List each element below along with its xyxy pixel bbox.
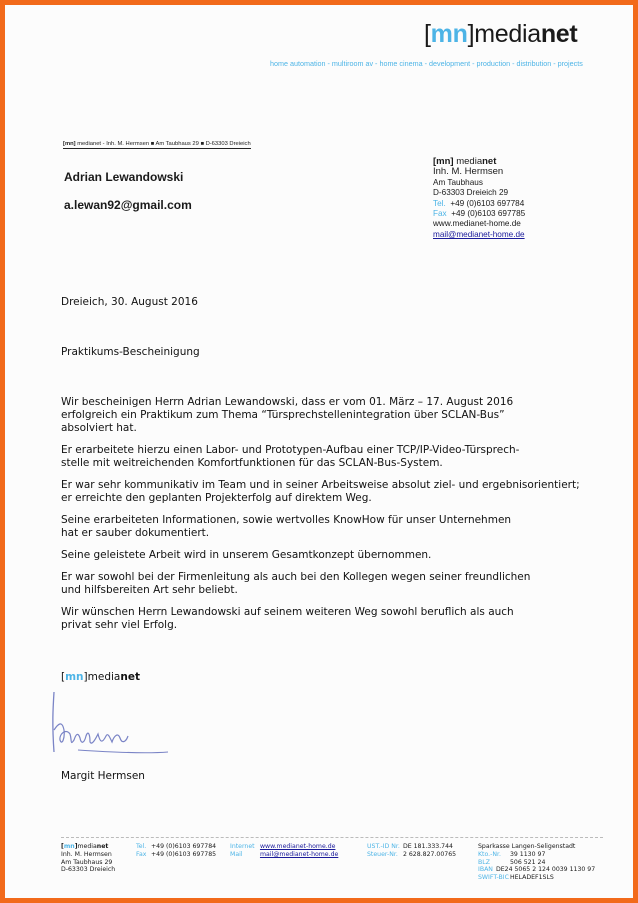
footer-tax-number: Steuer-Nr. 2 628.827.00765 xyxy=(367,850,457,858)
footer-mail-link[interactable]: mail@medianet-home.de xyxy=(259,850,339,858)
letter-date: Dreieich, 30. August 2016 xyxy=(61,296,198,308)
body-paragraph: Wir bescheinigen Herrn Adrian Lewandowski, dass er vom 01. März – 17. August 2016 erfolgreich ein Praktikum zum Thema “Türsprechstellenintegration über SCLAN-Bus” absolviert hat. xyxy=(61,396,514,434)
body-paragraph: Er war sowohl bei der Firmenleitung als auch bei den Kollegen wegen seiner freundlichen und hilfsbereiten Art sehr beliebt. xyxy=(61,571,531,596)
body-paragraph: Wir wünschen Herrn Lewandowski auf seinem weiteren Weg sowohl beruflich als auch privat sehr viel Erfolg. xyxy=(61,606,514,631)
footer-mail: Mail mail@medianet-home.de xyxy=(230,850,339,858)
recipient-name: Adrian Lewandowski xyxy=(64,170,184,184)
closing-company-logo: [mn]medianet xyxy=(61,671,140,683)
footer-tax-column xyxy=(367,843,456,859)
footer-blz: BLZ 506 521 24 xyxy=(478,858,546,866)
body-paragraph: Er erarbeitete hierzu einen Labor- und Prototypen-Aufbau einer TCP/IP-Video-Türsprech- stelle mit weitreichenden Komfortfunktionen für das SCLAN-Bus-System. xyxy=(61,444,520,469)
letter-body xyxy=(61,396,606,641)
signer-name: Margit Hermsen xyxy=(61,770,145,782)
footer-phone: Tel. +49 (0)6103 697784 xyxy=(136,843,217,850)
footer-iban: IBAN DE24 5065 2 124 0039 1130 97 xyxy=(478,866,596,874)
footer-city: D-63303 Dreieich xyxy=(61,866,116,874)
footer-divider xyxy=(61,837,603,838)
sender-return-line: [mn] medianet - Inh. M. Hermsen ■ Am Taubhaus 29 ■ D-63303 Dreieich xyxy=(63,141,251,147)
company-web: www.medianet-home.de xyxy=(433,219,521,229)
company-mail-link[interactable]: mail@medianet-home.de xyxy=(433,229,525,239)
company-name: [mn] medianet xyxy=(433,156,497,167)
company-fax: Fax +49 (0)6103 697785 xyxy=(433,209,526,219)
footer-logo: [mn]medianet xyxy=(61,843,109,850)
body-paragraph: Seine geleistete Arbeit wird in unserem Gesamtkonzept übernommen. xyxy=(61,549,432,561)
letter-subject: Praktikums-Bescheinigung xyxy=(61,346,200,358)
footer-bank-column xyxy=(478,843,595,882)
footer-internet: Internet www.medianet-home.de xyxy=(230,843,336,850)
footer-phone-column xyxy=(136,843,216,859)
handwritten-signature xyxy=(48,690,173,758)
footer-ust-id: UST.-ID Nr. DE 181.333.744 xyxy=(367,843,453,850)
header-tagline: home automation - multiroom av - home cinema - development - production - distribution - projects xyxy=(270,59,583,68)
footer-owner: Inh. M. Hermsen xyxy=(61,850,112,858)
header-logo: [mn]medianet xyxy=(424,20,578,48)
footer-address-column xyxy=(61,843,115,874)
company-city: D-63303 Dreieich 29 xyxy=(433,188,509,198)
body-paragraph: Seine erarbeiteten Informationen, sowie wertvolles KnowHow für unser Unternehmen hat er sauber dokumentiert. xyxy=(61,514,512,539)
recipient-email: a.lewan92@gmail.com xyxy=(64,198,192,212)
footer-web-column xyxy=(230,843,338,859)
body-paragraph: Er war sehr kommunikativ im Team und in seiner Arbeitsweise absolut ziel- und ergebnisorientiert; er erreichte den geplanten Projekterfolg auf direktem Weg. xyxy=(61,479,580,504)
footer-swift: SWIFT-BIC HELADEF1SLS xyxy=(478,874,554,882)
company-street: Am Taubhaus xyxy=(433,177,483,187)
company-phone: Tel. +49 (0)6103 697784 xyxy=(433,198,525,208)
company-address-block xyxy=(433,157,525,240)
footer-account: Kto.-Nr. 39 1130 97 xyxy=(478,850,546,858)
footer-internet-link[interactable]: www.medianet-home.de xyxy=(259,843,336,850)
footer-fax: Fax +49 (0)6103 697785 xyxy=(136,850,217,858)
company-owner: Inh. M. Hermsen xyxy=(433,166,504,178)
footer-street: Am Taubhaus 29 xyxy=(61,858,113,866)
footer-bank-name: Sparkasse Langen-Seligenstadt xyxy=(478,843,576,850)
